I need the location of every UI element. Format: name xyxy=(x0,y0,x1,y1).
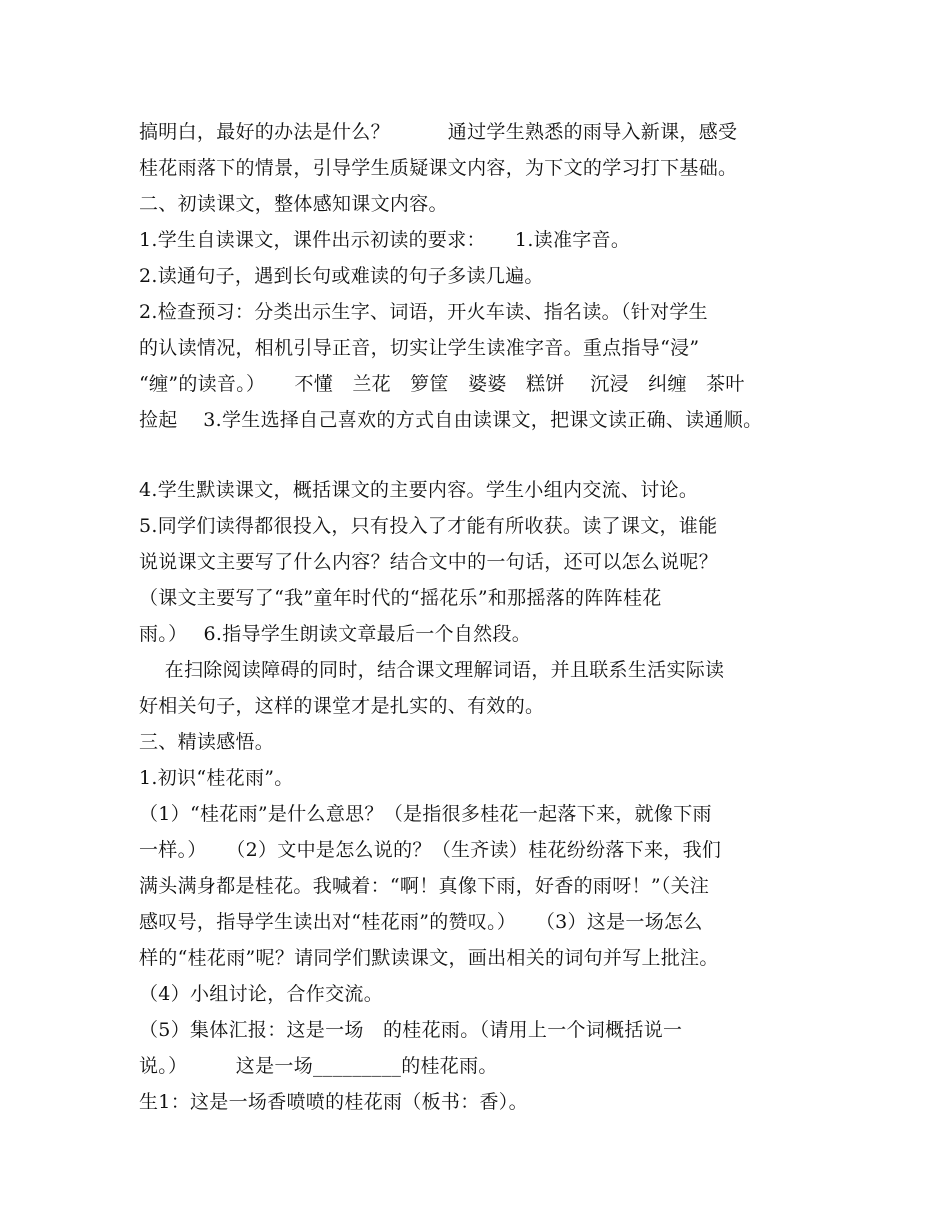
text-line: 捡起 3.学生选择自己喜欢的方式自由读课文，把课文读正确、读通顺。 xyxy=(139,409,763,431)
text-line: 一样。） （2）文中是怎么说的？（生齐读）桂花纷纷落下来，我们 xyxy=(139,839,722,861)
text-line: 搞明白，最好的办法是什么？ 通过学生熟悉的雨导入新课，感受 xyxy=(139,121,738,143)
text-line: 2.读通句子，遇到长句或难读的句子多读几遍。 xyxy=(139,265,544,287)
text-line: （4）小组讨论，合作交流。 xyxy=(139,983,383,1005)
text-line: 说说课文主要写了什么内容？结合文中的一句话，还可以怎么说呢？ xyxy=(139,551,719,573)
text-line: 感叹号，指导学生读出对“桂花雨”的赞叹。） （3）这是一场怎么 xyxy=(139,911,703,933)
text-line: 二、初读课文，整体感知课文内容。 xyxy=(139,193,448,215)
section-heading: 三、精读感悟。 xyxy=(139,731,275,753)
text-line: 1.初识“桂花雨”。 xyxy=(139,767,294,789)
text-line: 在扫除阅读障碍的同时，结合课文理解词语，并且联系生活实际读 xyxy=(139,659,725,681)
text-line: （5）集体汇报：这是一场 的桂花雨。（请用上一个词概括说一 xyxy=(139,1019,683,1041)
text-line: 1.学生自读课文，课件出示初读的要求： 1.读准字音。 xyxy=(139,229,631,251)
text-line: 2.检查预习：分类出示生字、词语，开火车读、指名读。（针对学生 xyxy=(139,301,708,323)
text-line: 5.同学们读得都很投入，只有投入了才能有所收获。读了课文，谁能 xyxy=(139,515,718,537)
text-line: 说。） 这是一场_________的桂花雨。 xyxy=(139,1055,498,1077)
text-line: 雨。） 6.指导学生朗读文章最后一个自然段。 xyxy=(139,623,532,645)
text-line: 样的“桂花雨”呢？请同学们默读课文，画出相关的词句并写上批注。 xyxy=(139,947,719,969)
text-line: 满头满身都是桂花。我喊着：“啊！真像下雨，好香的雨呀！”（关注 xyxy=(139,875,710,897)
text-line: （1）“桂花雨”是什么意思？（是指很多桂花一起落下来，就像下雨 xyxy=(139,803,712,825)
text-line: 好相关句子，这样的课堂才是扎实的、有效的。 xyxy=(139,695,545,717)
text-line: （课文主要写了“我”童年时代的“摇花乐”和那摇落的阵阵桂花 xyxy=(139,587,662,609)
text-line: 桂花雨落下的情景，引导学生质疑课文内容，为下文的学习打下基础。 xyxy=(139,157,738,179)
text-line: 的认读情况，相机引导正音，切实让学生读准字音。重点指导“浸” xyxy=(139,337,700,359)
text-line: 4.学生默读课文，概括课文的主要内容。学生小组内交流、讨论。 xyxy=(139,479,699,501)
text-line: “缠”的读音。） 不懂 兰花 箩筐 婆婆 糕饼 沉浸 纠缠 茶叶 xyxy=(139,373,745,395)
text-line: 生1：这是一场香喷喷的桂花雨（板书：香）。 xyxy=(139,1091,528,1113)
